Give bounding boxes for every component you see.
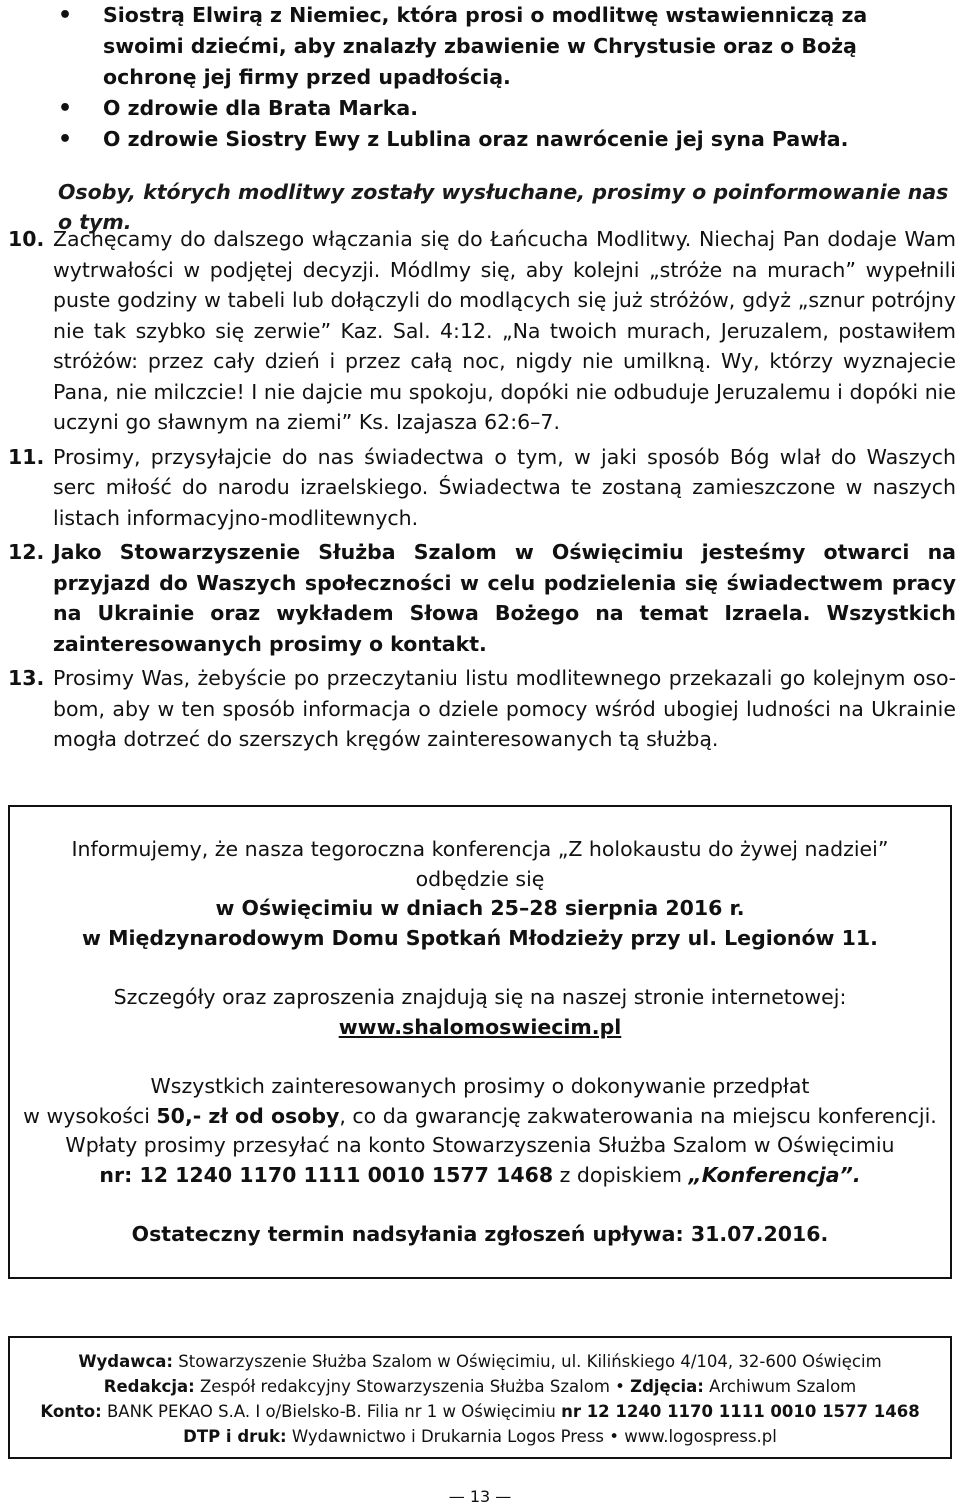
deadline-text: Ostateczny termin nadsyłania zgłoszeń upływa: 31.07.2016. [131,1222,829,1246]
conference-notice-box [8,805,952,1279]
conference-venue: w Międzynarodowym Domu Spotkań Młodzieży przy ul. Legionów 11. [82,925,878,950]
imprint-box [8,1336,952,1459]
publisher-line [10,1349,950,1374]
spacer [10,1190,950,1220]
announcement-text: Prosimy Was, żebyście po przeczytaniu listu modlitewnego przekazali go kolejnym osobom, aby w ten sposób informacja o dziele pomocy wśród ubogiej ludności na Ukrainie mogła dotrzeć do szerszych kręgów zainteresowanych tą służbą. [53,666,956,751]
conference-notice [10,835,950,1250]
details-text: Szczegóły oraz zaproszenia znajdują się na naszej stronie internetowej: [113,985,847,1009]
print-value: Wydawnictwo i Drukarnia Logos Press • www.logospress.pl [286,1427,777,1446]
announcement-item [8,663,956,755]
announcement-number: 12. [8,540,45,564]
announcement-item [8,537,956,659]
spacer [10,1042,950,1072]
prayer-intention-text: Siostrą Elwirą z Niemiec, która prosi o modlitwę wstawienniczą za swoimi dziećmi, aby znalazły zbawienie w Chrystusie oraz o Bożą ochronę jej firmy przed upadłością. [103,3,868,89]
editorial-value: Zespół redakcyjny Stowarzyszenia Służba Szalom • [194,1377,631,1396]
spacer [10,953,950,983]
prayer-intentions-list [0,0,960,155]
amount-line [10,1102,950,1132]
conference-dates: w Oświęcimiu w dniach 25–28 sierpnia 2016 r. [215,896,745,920]
prayer-intention-item [0,124,960,155]
prepayment-text: Wszystkich zainteresowanych prosimy o dokonywanie przedpłat [150,1074,810,1098]
print-label: DTP i druk: [183,1427,287,1446]
prayer-intention-item [0,0,960,93]
announcement-number: 10. [8,227,45,251]
prayer-intention-item [0,93,960,124]
print-line [10,1424,950,1449]
amount-prefix: w wysokości [23,1103,157,1128]
photos-label: Zdjęcia: [630,1377,704,1396]
announcement-number: 13. [8,666,45,690]
publisher-label: Wydawca: [78,1352,173,1371]
imprint [10,1349,950,1449]
announcement-text: Prosimy, przysyłajcie do nas świadectwa o tym, w jaki sposób Bóg wlał do Waszych serc miłość do narodu izraelskiego. Świadectwa te zostaną zamieszczone w naszych listach informacyjno-modlitewnych. [53,444,956,530]
announcement-item [8,442,956,534]
bank-value: BANK PEKAO S.A. I o/Bielsko-B. Filia nr 1 w Oświęcimiu [101,1402,562,1421]
page-number: — 13 — [448,1487,512,1506]
editorial-label: Redakcja: [103,1377,195,1396]
account-number: nr: 12 1240 1170 1111 0010 1577 1468 [99,1162,554,1187]
announcement-text: Zachęcamy do dalszego włączania się do Łańcucha Modlitwy. Niechaj Pan dodaje Wam wytrwałości w podjętej decyzji. Módlmy się, aby kolejni „stróże na murach” wypełnili puste godziny w tabeli lub dołączyli do modlących się już stróżów, gdyż „sznur potrójny nie tak szybko się zerwie” Kaz. Sal. 4:12. „Na twoich murach, Jeruzalem, postawiłem stróżów: przez cały dzień i przez całą noc, nigdy nie umilkną. Wy, którzy wyznajecie Pana, nie milczcie! I nie dajcie mu spokoju, dopóki nie odbuduje Jeruzalemu i dopóki nie uczyni go sławnym na ziemi” Ks. Izajasza 62:6–7. [53,227,956,434]
prayer-intention-text: O zdrowie dla Brata Marka. [103,96,418,120]
website-link[interactable]: www.shalomoswiecim.pl [338,1014,622,1039]
answered-prayers-note: Osoby, których modlitwy zostały wysłuchane, prosimy o poinformowanie nas o tym. [58,180,949,234]
bullet-icon: • [58,3,73,28]
bullet-icon: • [58,96,73,121]
publisher-value: Stowarzyszenie Służba Szalom w Oświęcimiu, ul. Kilińskiego 4/104, 32-600 Oświęcim [173,1352,882,1371]
account-line [10,1161,950,1191]
bullet-icon: • [58,127,73,152]
announcement-item [8,224,956,438]
announcement-number: 11. [8,444,45,469]
account-number-footer: nr 12 1240 1170 1111 0010 1577 1468 [561,1402,920,1421]
amount-suffix: , co da gwarancję zakwaterowania na miejscu konferencji. [339,1103,937,1128]
prayer-intention-text: O zdrowie Siostry Ewy z Lublina oraz nawrócenie jej syna Pawła. [103,127,849,151]
account-info-line [10,1399,950,1424]
note-prefix: z dopiskiem [553,1162,689,1187]
notice-intro: Informujemy, że nasza tegoroczna konferencja „Z holokaustu do żywej nadziei” [71,837,889,861]
transfer-text: Wpłaty prosimy przesyłać na konto Stowarzyszenia Służba Szalom w Oświęcimiu [65,1133,895,1157]
transfer-note: „Konferencja”. [688,1162,861,1187]
amount-value: 50,- zł od osoby [156,1103,340,1128]
editorial-line [10,1374,950,1399]
announcement-text: Jako Stowarzyszenie Służba Szalom w Oświęcimiu jesteśmy otwarci na przyjazd do Waszych społeczności w celu podzielenia się świadectwem pracy na Ukrainie oraz wykładem Słowa Bożego na temat Izraela. Wszystkich zainteresowanych prosimy o kontakt. [53,540,956,656]
numbered-announcements [8,224,956,759]
notice-intro-cont: odbędzie się [415,866,545,891]
photos-value: Archiwum Szalom [703,1377,857,1396]
account-label: Konto: [40,1402,102,1421]
